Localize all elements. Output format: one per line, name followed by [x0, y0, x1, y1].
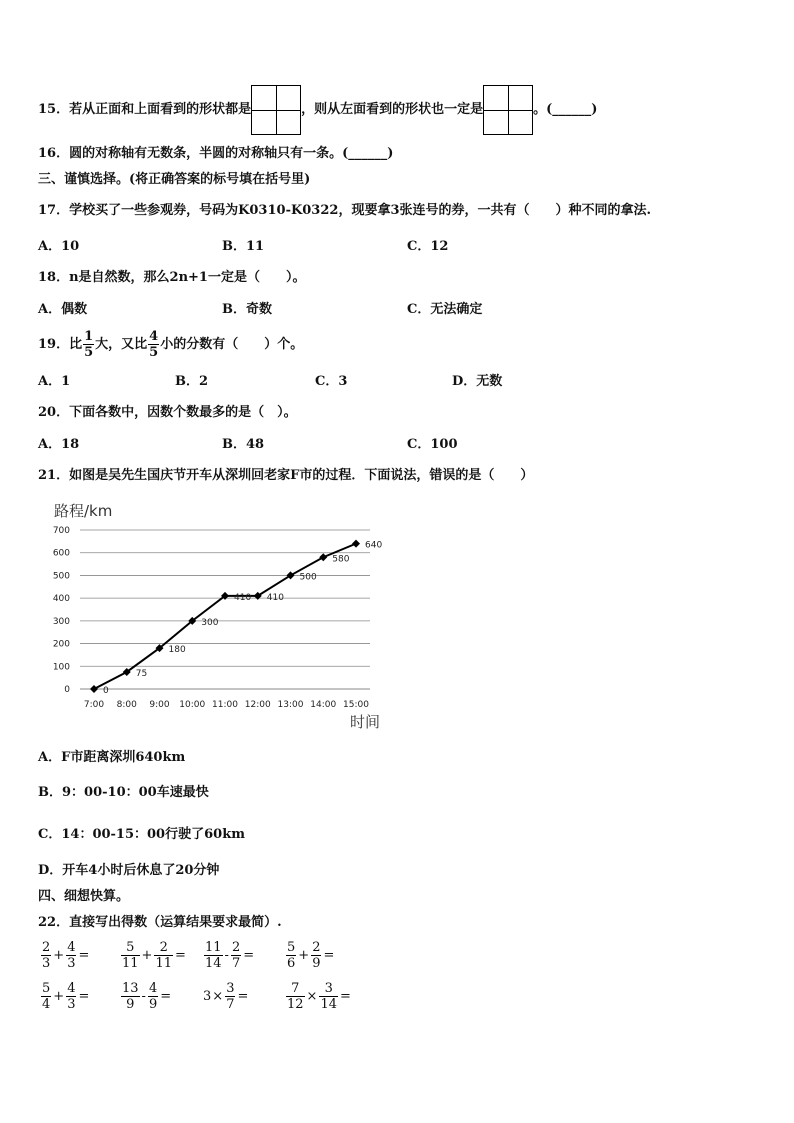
fraction [66, 981, 76, 1012]
question-15 [38, 84, 597, 136]
numerator: 2 [159, 940, 168, 955]
x-tick-label: 13:00 [277, 700, 304, 710]
fraction-one-fifth [83, 329, 94, 360]
q20-option-a[interactable]: A．18 [38, 437, 80, 452]
y-tick-label: 0 [64, 685, 70, 695]
calc-expression [40, 940, 90, 971]
data-label: 410 [266, 592, 284, 603]
q18-option-b[interactable]: B．奇数 [222, 302, 272, 317]
numerator: 3 [226, 981, 235, 996]
y-tick-label: 300 [52, 616, 70, 627]
y-tick-label: 500 [52, 571, 70, 582]
numerator: 13 [122, 981, 139, 996]
numerator: 4 [67, 940, 76, 955]
q19-option-d[interactable]: D．无数 [452, 374, 503, 389]
calc-expression [120, 940, 187, 971]
y-tick-label: 400 [52, 594, 70, 605]
data-point-marker [90, 685, 98, 693]
x-tick-label: 14:00 [310, 700, 337, 710]
numerator: 5 [126, 940, 135, 955]
equals-sign: = [340, 989, 351, 1004]
fraction [41, 940, 51, 971]
denominator: 9 [121, 996, 140, 1012]
equals-sign: = [175, 948, 186, 963]
data-label: 75 [135, 668, 148, 679]
y-axis-title: 路程/km [54, 502, 113, 520]
operator: + [298, 948, 310, 963]
y-tick-label: 200 [52, 639, 70, 650]
equals-sign: = [323, 948, 335, 963]
denominator: 9 [312, 956, 321, 971]
q20-option-c[interactable]: C．100 [407, 437, 458, 452]
equals-sign: = [160, 989, 172, 1004]
fraction [154, 940, 173, 971]
question-17-stem: 17．学校买了一些参观券，号码为K0310-K0322，现要拿3张连号的券，一共有（ ）种不同的拿法. [38, 203, 652, 218]
fraction [311, 940, 321, 971]
data-label: 180 [168, 645, 186, 656]
data-label: 0 [103, 686, 109, 696]
denominator: 9 [148, 997, 158, 1012]
x-tick-label: 7:00 [83, 700, 105, 710]
q19-option-a[interactable]: A．1 [38, 374, 71, 389]
q21-option-d[interactable]: D．开车4小时后休息了20分钟 [38, 863, 220, 878]
q15-answer-blank[interactable]: (______) [546, 102, 598, 117]
q16-number: 16． [38, 146, 70, 161]
numerator: 3 [324, 981, 333, 996]
calc-expression [203, 981, 249, 1012]
operator: + [141, 948, 153, 963]
operator: + [53, 948, 65, 963]
x-tick-label: 15:00 [343, 700, 369, 710]
calc-expression [120, 981, 172, 1012]
q21-option-c[interactable]: C．14：00-15：00行驶了60km [38, 827, 245, 842]
q21-option-a[interactable]: A．F市距离深圳640km [38, 750, 186, 765]
q20-option-b[interactable]: B．48 [222, 437, 265, 452]
q15-text-b: ，则从左面看到的形状也一定是 [301, 102, 484, 117]
calc-expression [203, 940, 255, 971]
denominator: 5 [149, 345, 159, 360]
data-label: 640 [365, 540, 383, 551]
numerator: 2 [231, 940, 241, 955]
fraction [148, 981, 158, 1012]
question-16 [38, 145, 393, 163]
equals-sign: = [237, 989, 249, 1004]
denominator: 7 [231, 956, 241, 971]
operator: × [306, 989, 318, 1004]
q16-answer-blank[interactable]: (______) [342, 146, 394, 161]
denominator: 14 [320, 997, 337, 1012]
question-22-stem: 22．直接写出得数（运算结果要求最简）. [38, 915, 282, 930]
q19-option-b[interactable]: B．2 [175, 374, 209, 389]
fraction [319, 981, 338, 1012]
fraction [41, 981, 51, 1012]
denominator: 11 [155, 956, 172, 971]
question-19-stem [38, 327, 303, 363]
q19-option-c[interactable]: C．3 [315, 374, 348, 389]
y-tick-label: 100 [52, 662, 70, 673]
section-3-heading: 三、谨慎选择。(将正确答案的标号填在括号里) [38, 172, 311, 187]
four-square-grid-figure [251, 85, 301, 135]
distance-time-line-chart [40, 496, 383, 736]
numerator: 5 [287, 940, 296, 955]
q19-prefix: 19．比 [38, 337, 83, 352]
fraction [121, 981, 140, 1012]
question-18-stem: 18．n是自然数，那么2n+1一定是（ ）。 [38, 270, 306, 285]
numerator: 5 [42, 981, 51, 996]
numerator: 11 [205, 940, 222, 955]
q15-text-a: 若从正面和上面看到的形状都是 [69, 102, 252, 117]
numerator: 4 [149, 329, 159, 344]
data-point-marker [319, 553, 327, 561]
fraction [286, 940, 296, 971]
numerator: 4 [67, 981, 76, 996]
x-axis-title: 时间 [350, 713, 381, 731]
data-label: 500 [299, 572, 317, 583]
numerator: 2 [42, 940, 51, 955]
operator: + [53, 989, 65, 1004]
q16-text: 圆的对称轴有无数条，半圆的对称轴只有一条。 [69, 146, 343, 161]
q18-option-a[interactable]: A．偶数 [38, 302, 88, 317]
denominator: 5 [84, 345, 94, 360]
y-tick-label: 600 [52, 548, 70, 559]
data-label: 580 [332, 554, 350, 565]
denominator: 14 [205, 956, 222, 971]
x-tick-label: 12:00 [244, 700, 271, 710]
four-square-grid-figure [483, 85, 533, 135]
denominator: 4 [42, 997, 51, 1012]
q19-mid: 大，又比 [95, 337, 148, 352]
fraction [121, 940, 140, 971]
whole-number: 3 [203, 989, 212, 1004]
denominator: 3 [42, 956, 51, 971]
q17-option-c[interactable]: C．12 [407, 239, 449, 254]
fraction [286, 981, 305, 1012]
numerator: 2 [312, 940, 321, 955]
numerator: 4 [148, 981, 158, 996]
data-label: 300 [201, 617, 219, 628]
data-point-marker [352, 540, 360, 548]
y-tick-label: 700 [52, 526, 70, 536]
fraction-four-fifths [148, 329, 159, 360]
q17-option-b[interactable]: B．11 [222, 239, 265, 254]
x-tick-label: 10:00 [179, 700, 206, 710]
question-21-stem: 21．如图是吴先生国庆节开车从深圳回老家F市的过程．下面说法，错误的是（ ） [38, 468, 534, 483]
equals-sign: = [78, 948, 90, 963]
calc-expression [285, 981, 352, 1012]
calc-expression [285, 940, 335, 971]
series-line [94, 544, 356, 689]
numerator: 7 [291, 981, 300, 996]
x-tick-label: 11:00 [212, 700, 238, 710]
denominator: 12 [287, 997, 304, 1012]
q17-option-a[interactable]: A．10 [38, 239, 80, 254]
x-tick-label: 8:00 [116, 700, 137, 710]
operator: - [224, 948, 229, 963]
fraction [66, 940, 76, 971]
denominator: 6 [287, 956, 296, 971]
denominator: 3 [67, 997, 76, 1012]
operator: - [141, 989, 146, 1004]
operator: × [212, 989, 224, 1004]
q15-number: 15． [38, 102, 70, 117]
data-label: 410 [234, 592, 252, 603]
fraction [225, 981, 235, 1012]
q15-text-c: 。 [533, 102, 547, 117]
q19-suffix: 小的分数有（ ）个。 [160, 337, 304, 352]
q18-option-c[interactable]: C．无法确定 [407, 302, 483, 317]
denominator: 3 [67, 956, 76, 971]
fraction [204, 940, 223, 971]
fraction [231, 940, 241, 971]
denominator: 7 [226, 997, 235, 1012]
calc-expression [40, 981, 90, 1012]
x-tick-label: 9:00 [149, 700, 170, 710]
equals-sign: = [243, 948, 255, 963]
numerator: 1 [84, 329, 94, 344]
equals-sign: = [78, 989, 90, 1004]
section-4-heading: 四、细想快算。 [38, 889, 130, 904]
q21-option-b[interactable]: B．9：00-10：00车速最快 [38, 785, 209, 800]
question-20-stem: 20．下面各数中，因数个数最多的是（ ）。 [38, 405, 297, 420]
denominator: 11 [122, 956, 139, 971]
